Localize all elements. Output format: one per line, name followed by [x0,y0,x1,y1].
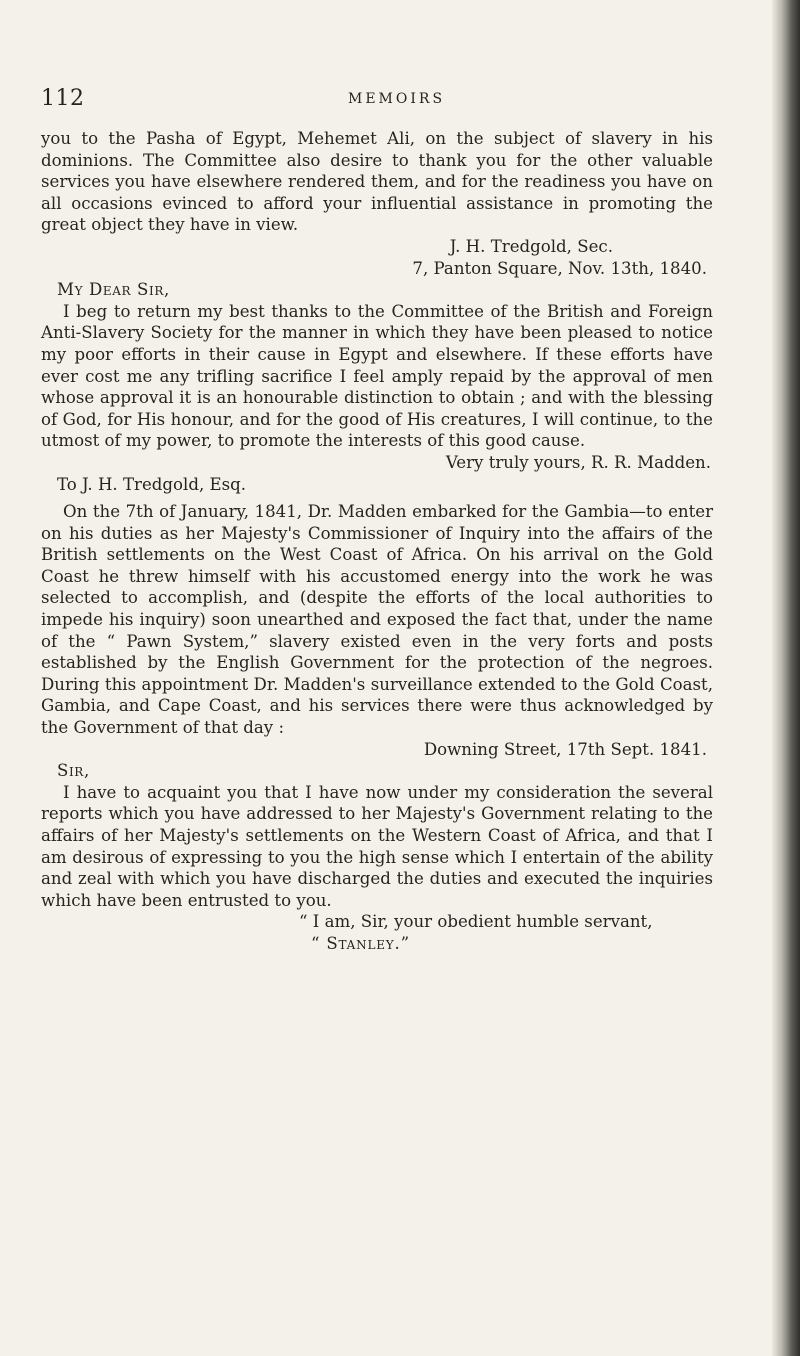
page-edge-shadow [772,0,800,1356]
salutation-my-dear-sir: My Dear Sir, [57,280,170,300]
letter-madden: I beg to return my best thanks to the Committee of the British and Foreign Anti-Slavery Society for the manner in which they have been pleased to notice my poor efforts in their cause in Egypt and elsewhere. If these efforts have ever cost me any trifling sacrifice I feel amply repaid by the approval of men whose approval it is an honourable distinction to obtain ; and with the blessing of God, for His honour, and for the good of His creatures, I will continue, to the utmost of my power, to promote the interests of this good cause. [41,301,713,451]
running-head: MEMOIRS [348,91,446,107]
body-text [41,128,713,955]
narrative-paragraph: On the 7th of January, 1841, Dr. Madden embarked for the Gambia—to enter on his duties as her Majesty's Commissioner of Inquiry into the affairs of the British settlements on the West Coast of Africa. On his arrival on the Gold Coast he threw himself with his accustomed energy into the work he was selected to accomplish, and (despite the efforts of the local authorities to impede his inquiry) soon unearthed and exposed the fact that, under the name of the “ Pawn System,” slavery existed even in the very forts and posts established by the English Government for the protection of the negroes. During this appointment Dr. Madden's surveillance extended to the Gold Coast, Gambia, and Cape Coast, and his services there were thus acknowledged by the Government of that day : [41,502,713,738]
letter-stanley: I have to acquaint you that I have now under my consideration the several reports which you have addressed to her Majesty's Government relating to the affairs of her Majesty's settlements on the Western Coast of Africa, and that I am desirous of expressing to you the high sense which I entertain of the ability and zeal with which you have discharged the duties and executed the inquiries which have been entrusted to you. [41,782,713,910]
signature-tredgold: J. H. Tredgold, Sec. [449,236,613,256]
signature-madden: Very truly yours, R. R. Madden. [445,452,711,472]
page-number: 112 [41,86,85,111]
letter-address-panton-square: 7, Panton Square, Nov. 13th, 1840. [412,258,707,278]
salutation-sir: Sir, [57,761,90,781]
signature-stanley: “ Stanley.” [311,933,410,953]
letter-closing: “ I am, Sir, your obedient humble servant, [299,912,653,932]
paragraph-continuation: you to the Pasha of Egypt, Mehemet Ali, on the subject of slavery in his dominions. The Committee also desire to thank you for the other valuable services you have elsewhere rendered them, and for the readiness you have on all occasions evinced to afford your influential assistance in promoting the great object they have in view. [41,129,713,235]
addressee-line: To J. H. Tredgold, Esq. [57,474,247,494]
letter-address-downing-street: Downing Street, 17th Sept. 1841. [423,739,707,759]
